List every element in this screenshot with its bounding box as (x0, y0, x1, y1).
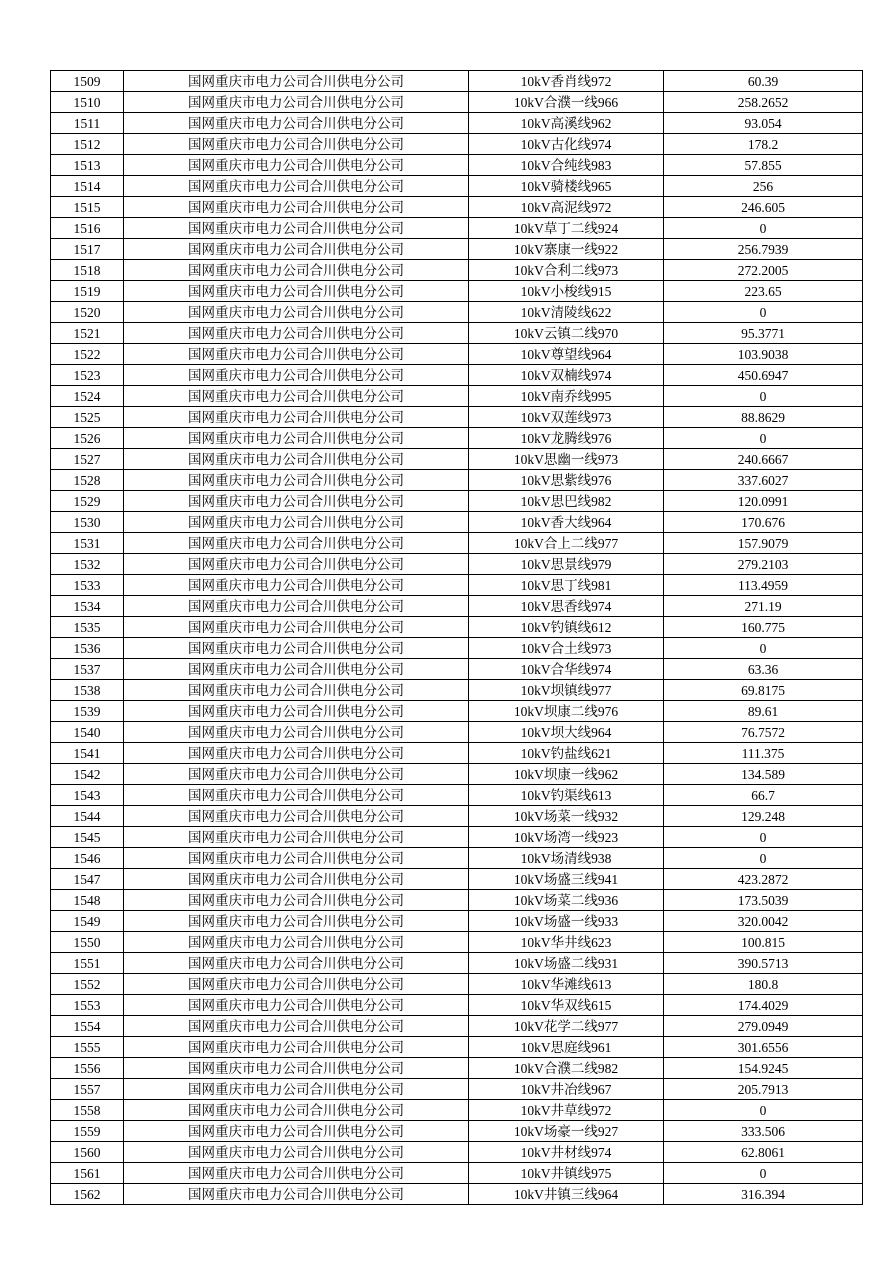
cell-company: 国网重庆市电力公司合川供电分公司 (124, 1142, 469, 1163)
cell-company: 国网重庆市电力公司合川供电分公司 (124, 743, 469, 764)
cell-index: 1516 (51, 218, 124, 239)
cell-index: 1558 (51, 1100, 124, 1121)
cell-line: 10kV清陵线622 (469, 302, 664, 323)
cell-value: 62.8061 (664, 1142, 863, 1163)
cell-line: 10kV井镇线975 (469, 1163, 664, 1184)
cell-company: 国网重庆市电力公司合川供电分公司 (124, 890, 469, 911)
cell-value: 320.0042 (664, 911, 863, 932)
table-row (51, 785, 863, 806)
cell-line: 10kV双莲线973 (469, 407, 664, 428)
table-row (51, 533, 863, 554)
cell-company: 国网重庆市电力公司合川供电分公司 (124, 155, 469, 176)
cell-company: 国网重庆市电力公司合川供电分公司 (124, 386, 469, 407)
cell-line: 10kV钓盐线621 (469, 743, 664, 764)
cell-index: 1553 (51, 995, 124, 1016)
cell-company: 国网重庆市电力公司合川供电分公司 (124, 449, 469, 470)
table-row (51, 92, 863, 113)
cell-line: 10kV思丁线981 (469, 575, 664, 596)
table-row (51, 1016, 863, 1037)
cell-line: 10kV井材线974 (469, 1142, 664, 1163)
cell-company: 国网重庆市电力公司合川供电分公司 (124, 659, 469, 680)
cell-index: 1540 (51, 722, 124, 743)
cell-index: 1521 (51, 323, 124, 344)
cell-value: 95.3771 (664, 323, 863, 344)
cell-value: 157.9079 (664, 533, 863, 554)
cell-line: 10kV井镇三线964 (469, 1184, 664, 1205)
cell-value: 390.5713 (664, 953, 863, 974)
cell-value: 271.19 (664, 596, 863, 617)
cell-value: 69.8175 (664, 680, 863, 701)
table-row (51, 659, 863, 680)
cell-index: 1525 (51, 407, 124, 428)
cell-index: 1561 (51, 1163, 124, 1184)
cell-company: 国网重庆市电力公司合川供电分公司 (124, 680, 469, 701)
cell-line: 10kV合濮二线982 (469, 1058, 664, 1079)
cell-line: 10kV合华线974 (469, 659, 664, 680)
cell-value: 450.6947 (664, 365, 863, 386)
cell-value: 173.5039 (664, 890, 863, 911)
cell-index: 1519 (51, 281, 124, 302)
cell-line: 10kV坝大线964 (469, 722, 664, 743)
cell-company: 国网重庆市电力公司合川供电分公司 (124, 1058, 469, 1079)
table-row (51, 71, 863, 92)
cell-value: 134.589 (664, 764, 863, 785)
cell-line: 10kV钓渠线613 (469, 785, 664, 806)
table-row (51, 911, 863, 932)
cell-index: 1534 (51, 596, 124, 617)
cell-company: 国网重庆市电力公司合川供电分公司 (124, 218, 469, 239)
cell-value: 160.775 (664, 617, 863, 638)
cell-line: 10kV场湾一线923 (469, 827, 664, 848)
cell-index: 1551 (51, 953, 124, 974)
cell-value: 279.2103 (664, 554, 863, 575)
cell-line: 10kV思巴线982 (469, 491, 664, 512)
table-row (51, 260, 863, 281)
cell-value: 0 (664, 1163, 863, 1184)
table-row (51, 155, 863, 176)
cell-value: 256.7939 (664, 239, 863, 260)
cell-line: 10kV思香线974 (469, 596, 664, 617)
table-row (51, 134, 863, 155)
cell-value: 120.0991 (664, 491, 863, 512)
cell-value: 76.7572 (664, 722, 863, 743)
table-row (51, 680, 863, 701)
cell-company: 国网重庆市电力公司合川供电分公司 (124, 1184, 469, 1205)
cell-index: 1539 (51, 701, 124, 722)
cell-value: 205.7913 (664, 1079, 863, 1100)
cell-line: 10kV场清线938 (469, 848, 664, 869)
cell-company: 国网重庆市电力公司合川供电分公司 (124, 323, 469, 344)
cell-index: 1530 (51, 512, 124, 533)
cell-line: 10kV场盛二线931 (469, 953, 664, 974)
cell-index: 1509 (51, 71, 124, 92)
cell-value: 170.676 (664, 512, 863, 533)
cell-index: 1520 (51, 302, 124, 323)
cell-line: 10kV合土线973 (469, 638, 664, 659)
table-row (51, 365, 863, 386)
cell-company: 国网重庆市电力公司合川供电分公司 (124, 701, 469, 722)
cell-value: 88.8629 (664, 407, 863, 428)
cell-company: 国网重庆市电力公司合川供电分公司 (124, 974, 469, 995)
cell-line: 10kV合纯线983 (469, 155, 664, 176)
table-row (51, 617, 863, 638)
cell-value: 100.815 (664, 932, 863, 953)
cell-value: 301.6556 (664, 1037, 863, 1058)
table-row (51, 743, 863, 764)
cell-company: 国网重庆市电力公司合川供电分公司 (124, 512, 469, 533)
cell-index: 1550 (51, 932, 124, 953)
cell-index: 1526 (51, 428, 124, 449)
data-table (50, 70, 863, 1205)
cell-line: 10kV思景线979 (469, 554, 664, 575)
cell-line: 10kV场盛一线933 (469, 911, 664, 932)
cell-value: 423.2872 (664, 869, 863, 890)
table-row (51, 722, 863, 743)
cell-index: 1552 (51, 974, 124, 995)
table-row (51, 491, 863, 512)
cell-index: 1514 (51, 176, 124, 197)
cell-company: 国网重庆市电力公司合川供电分公司 (124, 281, 469, 302)
table-row (51, 869, 863, 890)
cell-company: 国网重庆市电力公司合川供电分公司 (124, 764, 469, 785)
cell-index: 1536 (51, 638, 124, 659)
cell-value: 103.9038 (664, 344, 863, 365)
cell-company: 国网重庆市电力公司合川供电分公司 (124, 554, 469, 575)
table-row (51, 1142, 863, 1163)
cell-company: 国网重庆市电力公司合川供电分公司 (124, 407, 469, 428)
cell-company: 国网重庆市电力公司合川供电分公司 (124, 491, 469, 512)
cell-index: 1527 (51, 449, 124, 470)
cell-line: 10kV华双线615 (469, 995, 664, 1016)
cell-company: 国网重庆市电力公司合川供电分公司 (124, 113, 469, 134)
cell-company: 国网重庆市电力公司合川供电分公司 (124, 1016, 469, 1037)
cell-value: 129.248 (664, 806, 863, 827)
table-row (51, 386, 863, 407)
cell-line: 10kV思紫线976 (469, 470, 664, 491)
table-row (51, 596, 863, 617)
cell-value: 258.2652 (664, 92, 863, 113)
cell-line: 10kV场菜二线936 (469, 890, 664, 911)
cell-line: 10kV高溪线962 (469, 113, 664, 134)
table-row (51, 1058, 863, 1079)
cell-line: 10kV双楠线974 (469, 365, 664, 386)
cell-line: 10kV坝康二线976 (469, 701, 664, 722)
cell-value: 180.8 (664, 974, 863, 995)
cell-line: 10kV井冶线967 (469, 1079, 664, 1100)
cell-value: 0 (664, 218, 863, 239)
cell-company: 国网重庆市电力公司合川供电分公司 (124, 134, 469, 155)
cell-line: 10kV香大线964 (469, 512, 664, 533)
cell-company: 国网重庆市电力公司合川供电分公司 (124, 260, 469, 281)
cell-company: 国网重庆市电力公司合川供电分公司 (124, 827, 469, 848)
cell-index: 1524 (51, 386, 124, 407)
cell-value: 154.9245 (664, 1058, 863, 1079)
cell-index: 1529 (51, 491, 124, 512)
table-row (51, 344, 863, 365)
table-body (51, 71, 863, 1205)
table-row (51, 1037, 863, 1058)
cell-line: 10kV小梭线915 (469, 281, 664, 302)
cell-line: 10kV花学二线977 (469, 1016, 664, 1037)
cell-company: 国网重庆市电力公司合川供电分公司 (124, 911, 469, 932)
cell-line: 10kV钓镇线612 (469, 617, 664, 638)
cell-line: 10kV坝康一线962 (469, 764, 664, 785)
cell-index: 1535 (51, 617, 124, 638)
cell-company: 国网重庆市电力公司合川供电分公司 (124, 995, 469, 1016)
cell-value: 63.36 (664, 659, 863, 680)
cell-index: 1544 (51, 806, 124, 827)
cell-value: 223.65 (664, 281, 863, 302)
cell-value: 240.6667 (664, 449, 863, 470)
table-row (51, 218, 863, 239)
cell-company: 国网重庆市电力公司合川供电分公司 (124, 239, 469, 260)
cell-line: 10kV坝镇线977 (469, 680, 664, 701)
cell-line: 10kV井草线972 (469, 1100, 664, 1121)
cell-index: 1548 (51, 890, 124, 911)
cell-index: 1528 (51, 470, 124, 491)
cell-value: 279.0949 (664, 1016, 863, 1037)
cell-company: 国网重庆市电力公司合川供电分公司 (124, 1079, 469, 1100)
cell-company: 国网重庆市电力公司合川供电分公司 (124, 848, 469, 869)
cell-value: 0 (664, 386, 863, 407)
cell-company: 国网重庆市电力公司合川供电分公司 (124, 365, 469, 386)
table-row (51, 974, 863, 995)
cell-index: 1532 (51, 554, 124, 575)
cell-company: 国网重庆市电力公司合川供电分公司 (124, 722, 469, 743)
table-row (51, 806, 863, 827)
table-row (51, 554, 863, 575)
cell-index: 1554 (51, 1016, 124, 1037)
cell-company: 国网重庆市电力公司合川供电分公司 (124, 1100, 469, 1121)
cell-company: 国网重庆市电力公司合川供电分公司 (124, 1163, 469, 1184)
cell-value: 0 (664, 638, 863, 659)
cell-value: 0 (664, 827, 863, 848)
table-row (51, 764, 863, 785)
cell-line: 10kV合濮一线966 (469, 92, 664, 113)
cell-index: 1543 (51, 785, 124, 806)
cell-line: 10kV华滩线613 (469, 974, 664, 995)
cell-index: 1517 (51, 239, 124, 260)
cell-company: 国网重庆市电力公司合川供电分公司 (124, 344, 469, 365)
cell-company: 国网重庆市电力公司合川供电分公司 (124, 197, 469, 218)
cell-line: 10kV场豪一线927 (469, 1121, 664, 1142)
cell-value: 256 (664, 176, 863, 197)
cell-index: 1545 (51, 827, 124, 848)
cell-company: 国网重庆市电力公司合川供电分公司 (124, 596, 469, 617)
cell-value: 0 (664, 1100, 863, 1121)
cell-company: 国网重庆市电力公司合川供电分公司 (124, 785, 469, 806)
table-row (51, 848, 863, 869)
cell-index: 1510 (51, 92, 124, 113)
table-row (51, 512, 863, 533)
table-row (51, 407, 863, 428)
cell-company: 国网重庆市电力公司合川供电分公司 (124, 1121, 469, 1142)
cell-value: 178.2 (664, 134, 863, 155)
cell-line: 10kV古化线974 (469, 134, 664, 155)
cell-index: 1513 (51, 155, 124, 176)
cell-value: 246.605 (664, 197, 863, 218)
cell-index: 1546 (51, 848, 124, 869)
cell-line: 10kV香肖线972 (469, 71, 664, 92)
table-row (51, 428, 863, 449)
table-row (51, 1163, 863, 1184)
cell-line: 10kV龙腾线976 (469, 428, 664, 449)
cell-value: 113.4959 (664, 575, 863, 596)
cell-value: 60.39 (664, 71, 863, 92)
cell-company: 国网重庆市电力公司合川供电分公司 (124, 1037, 469, 1058)
cell-value: 89.61 (664, 701, 863, 722)
cell-index: 1549 (51, 911, 124, 932)
table-row (51, 890, 863, 911)
cell-line: 10kV场盛三线941 (469, 869, 664, 890)
table-row (51, 953, 863, 974)
table-row (51, 176, 863, 197)
cell-company: 国网重庆市电力公司合川供电分公司 (124, 806, 469, 827)
cell-index: 1541 (51, 743, 124, 764)
table-row (51, 701, 863, 722)
table-row (51, 1121, 863, 1142)
cell-value: 333.506 (664, 1121, 863, 1142)
cell-value: 174.4029 (664, 995, 863, 1016)
cell-line: 10kV尊望线964 (469, 344, 664, 365)
cell-company: 国网重庆市电力公司合川供电分公司 (124, 428, 469, 449)
table-row (51, 470, 863, 491)
cell-line: 10kV思幽一线973 (469, 449, 664, 470)
cell-company: 国网重庆市电力公司合川供电分公司 (124, 176, 469, 197)
cell-value: 57.855 (664, 155, 863, 176)
table-row (51, 932, 863, 953)
cell-index: 1557 (51, 1079, 124, 1100)
table-row (51, 302, 863, 323)
cell-company: 国网重庆市电力公司合川供电分公司 (124, 470, 469, 491)
table-row (51, 1100, 863, 1121)
table-row (51, 197, 863, 218)
cell-company: 国网重庆市电力公司合川供电分公司 (124, 302, 469, 323)
table-row (51, 239, 863, 260)
cell-index: 1522 (51, 344, 124, 365)
table-row (51, 575, 863, 596)
cell-index: 1518 (51, 260, 124, 281)
cell-index: 1562 (51, 1184, 124, 1205)
cell-line: 10kV合利二线973 (469, 260, 664, 281)
cell-line: 10kV寨康一线922 (469, 239, 664, 260)
cell-company: 国网重庆市电力公司合川供电分公司 (124, 638, 469, 659)
cell-value: 111.375 (664, 743, 863, 764)
table-row (51, 1079, 863, 1100)
cell-line: 10kV南乔线995 (469, 386, 664, 407)
table-row (51, 1184, 863, 1205)
table-row (51, 638, 863, 659)
cell-value: 272.2005 (664, 260, 863, 281)
cell-company: 国网重庆市电力公司合川供电分公司 (124, 71, 469, 92)
cell-line: 10kV场菜一线932 (469, 806, 664, 827)
table-row (51, 323, 863, 344)
cell-index: 1559 (51, 1121, 124, 1142)
table-row (51, 995, 863, 1016)
cell-index: 1531 (51, 533, 124, 554)
cell-index: 1511 (51, 113, 124, 134)
cell-index: 1512 (51, 134, 124, 155)
cell-company: 国网重庆市电力公司合川供电分公司 (124, 92, 469, 113)
cell-index: 1533 (51, 575, 124, 596)
cell-index: 1556 (51, 1058, 124, 1079)
cell-company: 国网重庆市电力公司合川供电分公司 (124, 869, 469, 890)
cell-index: 1542 (51, 764, 124, 785)
cell-line: 10kV草丁二线924 (469, 218, 664, 239)
cell-index: 1560 (51, 1142, 124, 1163)
cell-company: 国网重庆市电力公司合川供电分公司 (124, 617, 469, 638)
cell-line: 10kV云镇二线970 (469, 323, 664, 344)
cell-line: 10kV骑楼线965 (469, 176, 664, 197)
cell-index: 1537 (51, 659, 124, 680)
table-row (51, 281, 863, 302)
table-row (51, 827, 863, 848)
table-row (51, 113, 863, 134)
cell-value: 66.7 (664, 785, 863, 806)
cell-index: 1555 (51, 1037, 124, 1058)
cell-value: 316.394 (664, 1184, 863, 1205)
cell-index: 1523 (51, 365, 124, 386)
cell-value: 93.054 (664, 113, 863, 134)
cell-index: 1538 (51, 680, 124, 701)
cell-index: 1547 (51, 869, 124, 890)
cell-line: 10kV高泥线972 (469, 197, 664, 218)
cell-value: 0 (664, 848, 863, 869)
cell-line: 10kV合上二线977 (469, 533, 664, 554)
cell-index: 1515 (51, 197, 124, 218)
cell-value: 337.6027 (664, 470, 863, 491)
cell-value: 0 (664, 428, 863, 449)
cell-company: 国网重庆市电力公司合川供电分公司 (124, 575, 469, 596)
cell-company: 国网重庆市电力公司合川供电分公司 (124, 932, 469, 953)
cell-company: 国网重庆市电力公司合川供电分公司 (124, 533, 469, 554)
table-row (51, 449, 863, 470)
cell-line: 10kV思庭线961 (469, 1037, 664, 1058)
cell-line: 10kV华井线623 (469, 932, 664, 953)
cell-value: 0 (664, 302, 863, 323)
cell-company: 国网重庆市电力公司合川供电分公司 (124, 953, 469, 974)
